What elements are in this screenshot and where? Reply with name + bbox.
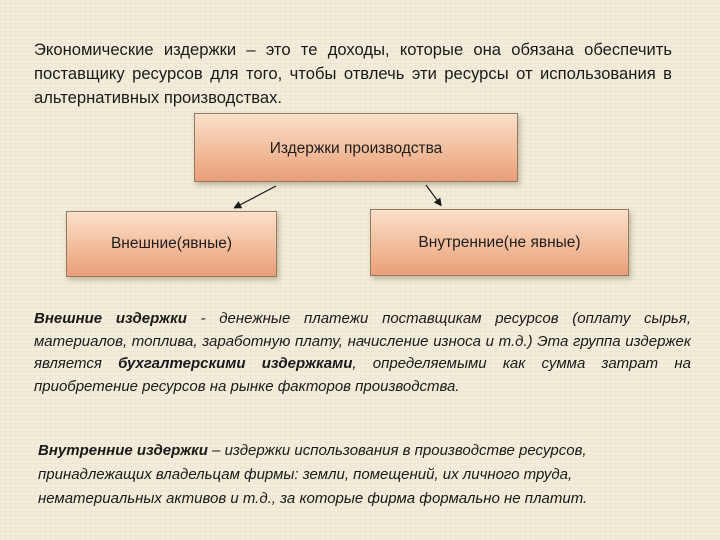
- external-costs-text-2: , определяемыми как сумма затрат на приобретение ресурсов на рынке факторов производства.: [34, 355, 691, 395]
- external-costs-text-1: - денежные платежи поставщикам ресурсов (оплату сырья, материалов, топлива, заработную плату, начисление износа и т.д.) Эта группа издержек является: [34, 310, 691, 372]
- production-costs-label: Издержки производства: [269, 140, 443, 157]
- internal-costs-box: [370, 209, 629, 276]
- external-costs-term: Внешние издержки: [34, 310, 187, 327]
- internal-costs-term: Внутренние издержки: [38, 442, 208, 459]
- internal-costs-text: – издержки использования в производстве ресурсов, принадлежащих владельцам фирмы: земли, помещений, их личного труда, нематериальных активов и т.д., за которые фирма формально не платит.: [38, 442, 588, 507]
- intro-term: Экономические издержки: [34, 40, 237, 59]
- external-costs-paragraph: [34, 308, 691, 398]
- accounting-costs-term: бухгалтерскими издержками: [118, 355, 353, 372]
- arrow-to-internal: [426, 185, 440, 204]
- internal-costs-label: Внутренние(не явные): [418, 233, 581, 251]
- intro-paragraph: [34, 38, 672, 110]
- arrow-to-external: [236, 186, 276, 207]
- intro-definition: – это те доходы, которые она обязана обеспечить поставщику ресурсов для того, чтобы отвлечь эти ресурсы от использования в альтернативных производствах.: [34, 40, 672, 107]
- production-costs-box: [194, 113, 518, 182]
- internal-costs-paragraph: [38, 439, 678, 511]
- external-costs-box: [66, 211, 277, 277]
- external-costs-label: Внешние(явные): [110, 235, 233, 252]
